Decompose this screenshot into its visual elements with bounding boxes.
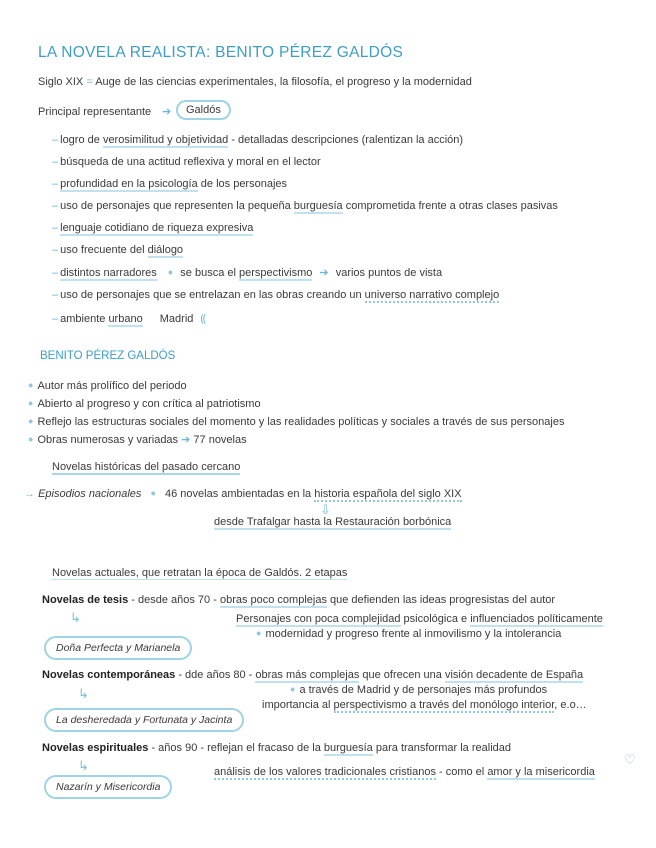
contemp-perspectivismo: importancia al perspectivismo a través del monólogo interior, e.o… <box>262 699 587 711</box>
tesis-line: Novelas de tesis - desde años 70 - obras poco complejas que defienden las ideas progresistas del autor <box>42 594 556 606</box>
dash-icon: – <box>52 244 59 256</box>
dash-icon: – <box>52 267 59 279</box>
bullet-icon: ● <box>28 380 34 390</box>
contemp-detail: ● a través de Madrid y de personajes más profundos <box>290 684 548 696</box>
episodios-range: desde Trafalgar hasta la Restauración borbónica <box>214 516 452 528</box>
historicas-heading: Novelas históricas del pasado cercano <box>52 461 241 473</box>
espir-detail: análisis de los valores tradicionales cristianos - como el amor y la misericordia <box>214 766 595 778</box>
espir-works: Nazarín y Misericordia <box>56 781 161 793</box>
arrow-right-icon: ➔ <box>319 267 329 279</box>
arrow-right-icon: → <box>24 488 35 500</box>
hook-arrow-icon: ↳ <box>70 610 81 625</box>
contemp-works: La desheredada y Fortunata y Jacinta <box>56 714 233 726</box>
contemp-works-cloud <box>44 708 244 732</box>
bio-item: ● Obras numerosas y variadas ➔ 77 novelas <box>28 434 247 446</box>
dash-icon: – <box>52 289 59 301</box>
down-arrow-icon: ⇩ <box>320 502 331 517</box>
tesis-works: Doña Perfecta y Marianela <box>56 642 181 654</box>
dash-icon: – <box>52 200 59 212</box>
arrow-right-icon: ➔ <box>181 434 191 446</box>
siglo-desc: Auge de las ciencias experimentales, la filosofía, el progreso y la modernidad <box>95 76 472 88</box>
dash-icon: – <box>52 134 59 146</box>
bullet-icon: ● <box>167 267 174 277</box>
intro-siglo-line <box>38 76 472 88</box>
principal-cloud <box>176 100 231 120</box>
equals-icon: = <box>86 76 93 88</box>
bio-item: ● Abierto al progreso y con crítica al patriotismo <box>28 398 261 410</box>
feature-item: – profundidad en la psicología de los personajes <box>52 178 288 190</box>
tesis-detail: Personajes con poca complejidad psicológica e influenciados políticamente <box>236 613 603 625</box>
bio-item: ● Autor más prolífico del periodo <box>28 380 187 392</box>
dash-icon: – <box>52 178 59 190</box>
dash-icon: – <box>52 222 59 234</box>
espir-line: Novelas espirituales - años 90 - reflejan el fracaso de la burguesía para transformar la realidad <box>42 742 511 754</box>
feature-item: – uso de personajes que se entrelazan en las obras creando un universo narrativo complejo <box>52 289 500 301</box>
bullet-icon: ● <box>28 434 34 444</box>
feature-item: – búsqueda de una actitud reflexiva y moral en el lector <box>52 156 321 168</box>
feature-item: – uso frecuente del diálogo <box>52 244 184 256</box>
bullet-icon: ● <box>256 628 262 638</box>
feature-item: – ambiente urbano Madrid ⸨ <box>52 313 207 325</box>
principal-name: Galdós <box>186 104 221 116</box>
dash-icon: – <box>52 313 59 325</box>
tesis-works-cloud <box>44 636 192 660</box>
feature-item: – logro de verosimilitud y objetividad - detalladas descripciones (ralentizan la acción) <box>52 134 464 146</box>
arrow-right-icon: ➔ <box>162 106 172 118</box>
feature-item: – distintos narradores ● se busca el perspectivismo ➔ varios puntos de vista <box>52 267 443 279</box>
tesis-themes: ● modernidad y progreso frente al inmovilismo y la intolerancia <box>256 628 562 640</box>
heart-icon: ♡ <box>624 752 636 767</box>
bio-item: ● Reflejo las estructuras sociales del momento y las realidades políticas y sociales a través de sus personajes <box>28 416 565 428</box>
siglo-label: Siglo XIX <box>38 76 84 88</box>
section-title: BENITO PÉREZ GALDÓS <box>40 350 176 362</box>
espir-works-cloud <box>44 775 172 799</box>
bullet-icon: ● <box>28 416 34 426</box>
bullet-icon: ● <box>290 684 296 694</box>
feature-item: – lenguaje cotidiano de riqueza expresiva <box>52 222 254 234</box>
principal-label: Principal representante <box>38 106 152 118</box>
dash-icon: – <box>52 156 59 168</box>
hook-arrow-icon: ↳ <box>78 758 89 773</box>
bullet-icon: ● <box>28 398 34 408</box>
page-title: LA NOVELA REALISTA: BENITO PÉREZ GALDÓS <box>38 44 404 61</box>
contemp-line: Novelas contemporáneas - dde años 80 - obras más complejas que ofrecen una visión decadente de España <box>42 669 584 681</box>
episodios-line: → Episodios nacionales ● 46 novelas ambientadas en la historia española del siglo XIX <box>24 488 462 500</box>
bullet-icon: ● <box>150 488 156 498</box>
scribble-icon: ⸨ <box>200 313 207 325</box>
actuales-heading: Novelas actuales, que retratan la época de Galdós. 2 etapas <box>52 567 348 579</box>
hook-arrow-icon: ↳ <box>78 686 89 701</box>
feature-item: – uso de personajes que representen la pequeña burguesía comprometida frente a otras clases pasivas <box>52 200 558 212</box>
